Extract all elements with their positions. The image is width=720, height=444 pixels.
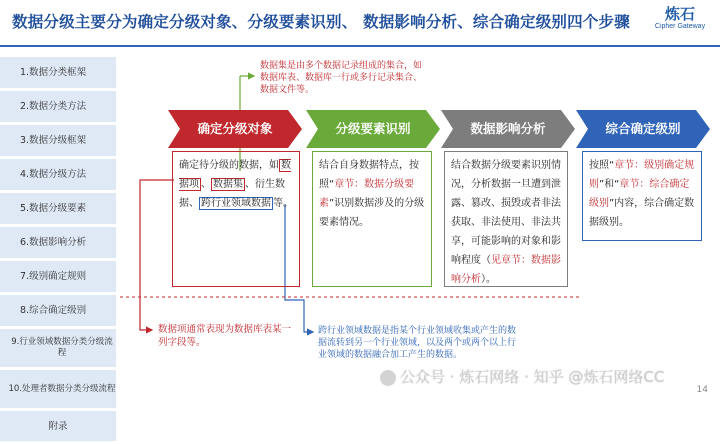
- step-2-description: 结合自身数据特点，按照“章节：数据分级要素”识别数据涉及的分级要素情况。: [312, 151, 432, 287]
- sidebar-item-3[interactable]: 3.数据分级框架: [0, 125, 116, 156]
- cross-domain-note: 跨行业领域数据是指某个行业领域收集或产生的数据流转到另一个行业领域，以及两个或两个以上行业领域的数据融合加工产生的数据。: [318, 326, 517, 360]
- dataset-term: 数据集: [213, 179, 243, 190]
- connector-data-item: [140, 180, 174, 330]
- step-1-label: 确定分级对象: [197, 121, 273, 136]
- chapter-link-level[interactable]: 章节：综合确定级别: [589, 179, 690, 209]
- step-2-label: 分级要素识别: [335, 121, 411, 136]
- logo-mark: 炼石: [664, 5, 695, 23]
- sidebar-item-9[interactable]: 9.行业领域数据分类分级流程: [0, 329, 116, 367]
- sidebar-item-8[interactable]: 8.综合确定级别: [0, 295, 116, 326]
- page-number: 14: [696, 385, 708, 395]
- dataset-note: 数据集是由多个数据记录组成的集合，如数据库表、数据库一行或多行记录集合、数据文件等。: [260, 61, 423, 95]
- cross-domain-data-term: 跨行业领域数据: [201, 198, 271, 209]
- chapter-link-impact[interactable]: 见章节：数据影响分析: [451, 255, 561, 285]
- step-4-description: 按照“章节：级别确定规则”和“章节：综合确定级别”内容，综合确定数据级别。: [582, 151, 702, 241]
- step-4: [576, 110, 710, 148]
- step-4-label: 综合确定级别: [605, 121, 681, 136]
- step-2: [306, 110, 440, 148]
- step-1-description: 确定待分级的数据，如 数据项 、 数据集 、衍生数据、 跨行业领域数据 等。: [172, 151, 300, 287]
- data-item-term: 数据项: [179, 160, 291, 190]
- sidebar-item-10[interactable]: 10.处理者数据分类分级流程: [0, 370, 116, 408]
- sidebar-item-2[interactable]: 2.数据分类方法: [0, 91, 116, 122]
- step-3-label: 数据影响分析: [470, 121, 546, 136]
- sidebar-item-7[interactable]: 7.级别确定规则: [0, 261, 116, 292]
- step-3: [441, 110, 575, 148]
- chapter-link-rules[interactable]: 章节：级别确定规则: [589, 160, 695, 190]
- sidebar-item-1[interactable]: 1.数据分类框架: [0, 57, 116, 88]
- watermark: 公众号 · 炼石网络 · 知乎 @炼石网络CC: [380, 366, 664, 387]
- step-1: [168, 110, 302, 148]
- logo-subtitle: Cipher Gateway: [654, 23, 706, 30]
- wechat-icon: [380, 370, 396, 386]
- sidebar-item-4[interactable]: 4.数据分级方法: [0, 159, 116, 190]
- data-item-note: 数据项通常表现为数据库表某一列字段等。: [158, 324, 292, 348]
- chapter-link-elements[interactable]: 章节：数据分级要素: [319, 179, 415, 209]
- step-3-description: 结合数据分级要素识别情况，分析数据一旦遭到泄露、篡改、损毁或者非法获取、非法使用、非法共享，可能影响的对象和影响程度（见章节：数据影响分析）。: [444, 151, 568, 287]
- sidebar-item-5[interactable]: 5.数据分级要素: [0, 193, 116, 224]
- sidebar-item-6[interactable]: 6.数据影响分析: [0, 227, 116, 258]
- page-title: 数据分级主要分为确定分级对象、分级要素识别、 数据影响分析、综合确定级别四个步骤: [12, 13, 630, 31]
- sidebar-item-appendix[interactable]: 附录: [0, 411, 116, 441]
